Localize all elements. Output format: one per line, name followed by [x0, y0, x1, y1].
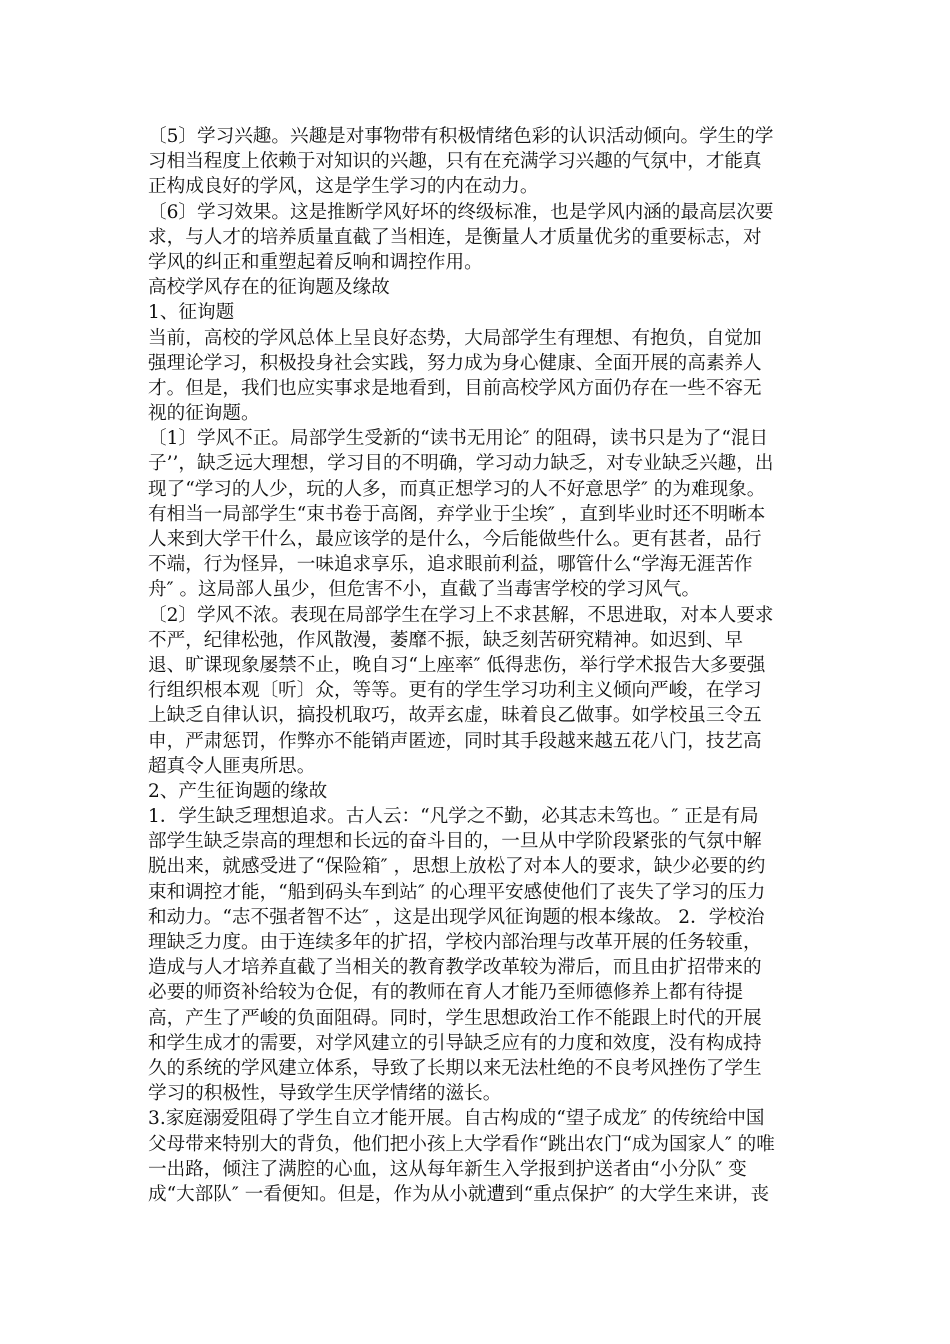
text-line: 才。但是，我们也应实事求是地看到，目前高校学风方面仍存在一些不容无 [148, 377, 762, 399]
subsection-heading: 1、征询题 [148, 302, 235, 324]
text-line: 父母带来特别大的背负，他们把小孩上大学看作“跳出农门“成为国家人″ 的唯 [148, 1133, 775, 1155]
text-line: 有相当一局部学生“束书卷于高阁，弃学业于尘埃″ ，直到毕业时还不明晰本 [148, 503, 766, 525]
text-line: 子’’，缺乏远大理想，学习目的不明确，学习动力缺乏，对专业缺乏兴趣，出 [148, 453, 774, 475]
text-line: 3.家庭溺爱阻碍了学生自立才能开展。自古构成的“望子成龙″ 的传统给中国 [148, 1108, 765, 1130]
text-line: 现了“学习的人少，玩的人多，而真正想学习的人不好意思学″ 的为难现象。 [148, 478, 766, 500]
text-line: 〔6〕学习效果。这是推断学风好坏的终级标准，也是学风内涵的最高层次要 [148, 201, 774, 223]
text-line: 一出路，倾注了满腔的心血，这从每年新生入学报到护送者由“小分队″ 变 [148, 1158, 747, 1180]
text-line: 上缺乏自律认识，搞投机取巧，故弄玄虚，昧着良乙做事。如学校虽三令五 [148, 705, 762, 727]
text-line: 〔5〕学习兴趣。兴趣是对事物带有积极情绪色彩的认识活动倾向。学生的学 [148, 126, 774, 147]
text-line: 习相当程度上依赖于对知识的兴趣，只有在充满学习兴趣的气氛中，才能真 [148, 151, 762, 173]
text-line: 行组织根本观〔听〕众，等等。更有的学生学习功利主义倾向严峻，在学习 [148, 680, 762, 702]
text-line: 不严，纪律松弛，作风散漫，萎靡不振，缺乏刻苦研究精神。如迟到、早 [148, 629, 744, 651]
text-line: 人来到大学干什么，最应该学的是什么，今后能做些什么。更有甚者，品行 [148, 529, 762, 550]
text-line: 不端，行为怪异，一味追求享乐，追求眼前利益，哪管什么“学海无涯苦作 [148, 554, 753, 576]
text-line: 求，与人才的培养质量直截了当相连，是衡量人才质量优劣的重要标志，对 [148, 226, 762, 248]
text-line: 超真令人匪夷所思。 [148, 755, 316, 777]
text-line: 1．学生缺乏理想追求。古人云：“凡学之不勤，必其志未笃也。″ 正是有局 [148, 806, 759, 828]
text-line: 和学生成才的需要，对学风建立的引导缺乏应有的力度和效度，没有构成持 [148, 1032, 762, 1054]
text-line: 〔2〕学风不浓。表现在局部学生在学习上不求甚解，不思进取，对本人要求 [148, 604, 774, 626]
text-line: 必要的师资补给较为仓促，有的教师在育人才能乃至师德修养上都有待提 [148, 982, 744, 1004]
text-line: 造成与人才培养直截了当相关的教育教学改革较为滞后，而且由扩招带来的 [148, 957, 762, 979]
text-line: 退、旷课现象屡禁不止，晚自习“上座率″ 低得悲伤，举行学术报告大多要强 [148, 654, 766, 676]
text-line: 脱出来，就感受进了“保险箱″ ，思想上放松了对本人的要求，缺少必要的约 [148, 856, 766, 878]
document-page [148, 124, 804, 1207]
text-line: 束和调控才能，“船到码头车到站″ 的心理平安感使他们了丧失了学习的压力 [148, 881, 766, 903]
text-line: 学习的积极性，导致学生厌学情绪的滋长。 [148, 1083, 502, 1105]
text-line: 成“大部队″ 一看便知。但是，作为从小就遭到“重点保护″ 的大学生来讲，丧 [148, 1183, 770, 1205]
section-heading: 高校学风存在的征询题及缘故 [148, 277, 390, 299]
text-line: 舟″ 。这局部人虽少，但危害不小，直截了当毒害学校的学习风气。 [148, 579, 701, 601]
text-line: 高，产生了严峻的负面阻碍。同时，学生思想政治工作不能跟上时代的开展 [148, 1007, 762, 1029]
subsection-heading: 2、产生征询题的缘故 [148, 780, 328, 802]
text-line: 学风的纠正和重塑起着反响和调控作用。 [148, 251, 483, 273]
text-line: 正构成良好的学风，这是学生学习的内在动力。 [148, 176, 539, 198]
text-line: 〔1〕学风不正。局部学生受新的“读书无用论″ 的阻碍，读书只是为了“混日 [148, 428, 769, 450]
text-line: 当前，高校的学风总体上呈良好态势，大局部学生有理想、有抱负，自觉加 [148, 327, 762, 349]
text-line: 部学生缺乏崇高的理想和长远的奋斗目的，一旦从中学阶段紧张的气氛中解 [148, 831, 762, 853]
text-line: 理缺乏力度。由于连续多年的扩招，学校内部治理与改革开展的任务较重， [148, 932, 762, 953]
text-line: 视的征询题。 [148, 403, 260, 425]
text-line: 强理论学习，积极投身社会实践，努力成为身心健康、全面开展的高素养人 [148, 352, 762, 374]
text-line: 申，严肃惩罚，作弊亦不能销声匿迹，同时其手段越来越五花八门，技艺高 [148, 730, 762, 752]
text-line: 和动力。“志不强者智不达″ ，这是出现学风征询题的根本缘故。 2．学校治 [148, 906, 765, 928]
text-line: 久的系统的学风建立体系，导致了长期以来无法杜绝的不良考风挫伤了学生 [148, 1057, 762, 1079]
